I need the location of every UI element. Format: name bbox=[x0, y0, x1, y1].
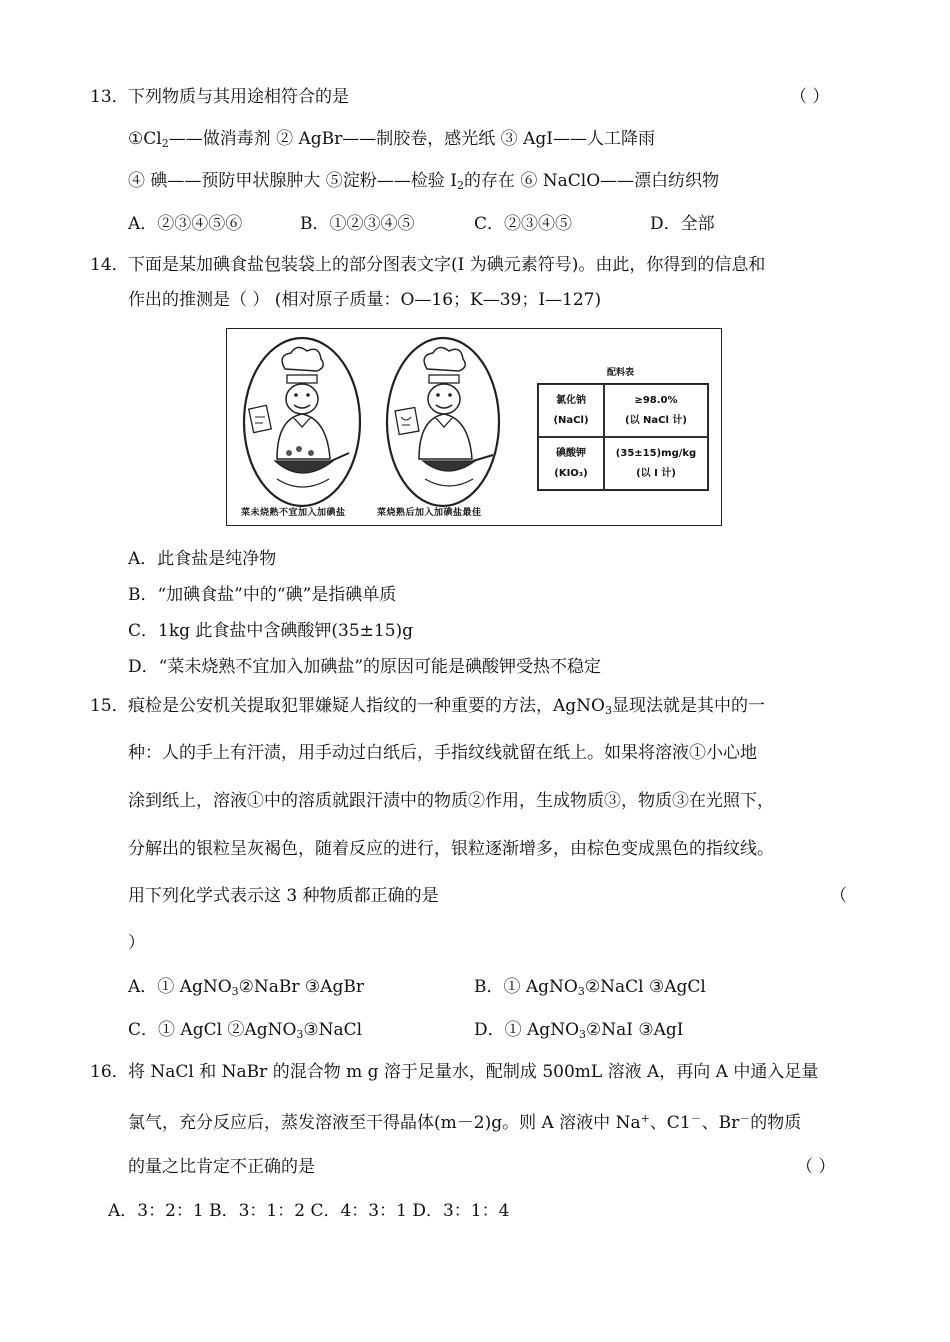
q15-option-d: D．① AgNO$_3$②NaI ③AgI bbox=[474, 1020, 684, 1041]
q14-line2: 作出的推测是（ ） (相对原子质量：O—16；K—39；I—127) bbox=[128, 290, 602, 310]
q15-paren-open: （ bbox=[830, 886, 847, 906]
q13-option-b: B．①②③④⑤ bbox=[300, 214, 415, 234]
q13-line3: ④ 碘——预防甲状腺肿大 ⑤淀粉——检验 $I_2$的存在 ⑥ NaClO——漂白纺织物 bbox=[128, 171, 720, 192]
q13-option-a: A．②③④⑤⑥ bbox=[128, 214, 243, 234]
ingredients-table bbox=[537, 383, 709, 491]
ingredient-name-cell: 碘酸钾 (KIO₃) bbox=[538, 437, 604, 490]
q14-number: 14． bbox=[90, 255, 129, 275]
q15-option-a: A．① AgNO$_3$②NaBr ③AgBr bbox=[128, 977, 364, 998]
caption-left: 菜未烧熟不宜加入加碘盐 bbox=[241, 508, 346, 518]
ingredients-table-title: 配料表 bbox=[607, 368, 635, 378]
q16-answer-paren: （ ） bbox=[796, 1157, 836, 1177]
q13-option-c: C．②③④⑤ bbox=[474, 214, 573, 234]
chef-left-illustration bbox=[244, 338, 360, 506]
q16-line3: 的量之比肯定不正确的是 bbox=[128, 1157, 315, 1177]
ingredient-name-cell: 氯化钠 (NaCl) bbox=[538, 384, 604, 437]
caption-right: 菜烧熟后加入加碘盐最佳 bbox=[377, 508, 482, 518]
ingredient-value-cell: ≥98.0% (以 NaCl 计) bbox=[604, 384, 708, 437]
q14-option-b: B．“加碘食盐”中的“碘”是指碘单质 bbox=[128, 585, 397, 605]
ingredient-value-cell: (35±15)mg/kg (以 I 计) bbox=[604, 437, 708, 490]
q16-line2: 氯气，充分反应后，蒸发溶液至干得晶体(m－2)g。则 A 溶液中 Na+、C1－、Br－的物质 bbox=[128, 1112, 802, 1133]
salt-package-figure bbox=[226, 328, 722, 526]
q15-option-b: B．① AgNO$_3$②NaCl ③AgCl bbox=[474, 977, 706, 998]
chef-right-illustration bbox=[387, 338, 499, 506]
q13-stem: 下列物质与其用途相符合的是 bbox=[128, 87, 349, 107]
q13-option-d: D．全部 bbox=[650, 214, 715, 234]
q15-number: 15． bbox=[90, 696, 129, 716]
q15-line3: 涂到纸上，溶液①中的溶质就跟汗渍中的物质②作用，生成物质③，物质③在光照下， bbox=[128, 791, 774, 811]
q16-line1: 将 NaCl 和 NaBr 的混合物 m g 溶于足量水，配制成 500mL 溶液 A，再向 A 中通入足量 bbox=[128, 1062, 819, 1082]
q15-option-c: C．① AgCl ②AgNO$_3$③NaCl bbox=[128, 1020, 363, 1041]
q14-option-a: A．此食盐是纯净物 bbox=[128, 549, 277, 569]
q15-paren-close: ） bbox=[128, 933, 145, 953]
q16-number: 16． bbox=[90, 1062, 129, 1082]
q13-answer-paren: （ ） bbox=[790, 87, 830, 107]
q13-line2: $①Cl_2——$做消毒剂 ② AgBr——制胶卷，感光纸 ③ AgI——人工降雨 bbox=[128, 129, 655, 150]
q15-line2: 种：人的手上有汗渍，用手动过白纸后，手指纹线就留在纸上。如果将溶液①小心地 bbox=[128, 743, 757, 763]
q15-line4: 分解出的银粒呈灰褐色，随着反应的进行，银粒逐渐增多，由棕色变成黑色的指纹线。 bbox=[128, 839, 774, 859]
q14-option-d: D．“菜未烧熟不宜加入加碘盐”的原因可能是碘酸钾受热不稳定 bbox=[128, 657, 602, 677]
q14-line1: 下面是某加碘食盐包装袋上的部分图表文字(I 为碘元素符号)。由此，你得到的信息和 bbox=[128, 255, 766, 275]
q13-number: 13． bbox=[90, 87, 129, 107]
q14-option-c: C．1kg 此食盐中含碘酸钾(35±15)g bbox=[128, 621, 414, 641]
q16-options: A．3：2：1 B．3：1：2 C．4：3：1 D．3：1：4 bbox=[108, 1201, 510, 1221]
q15-line1: 痕检是公安机关提取犯罪嫌疑人指纹的一种重要的方法，AgNO$_3$显现法就是其中的一 bbox=[128, 696, 765, 717]
q15-line5: 用下列化学式表示这 3 种物质都正确的是 bbox=[128, 886, 439, 906]
